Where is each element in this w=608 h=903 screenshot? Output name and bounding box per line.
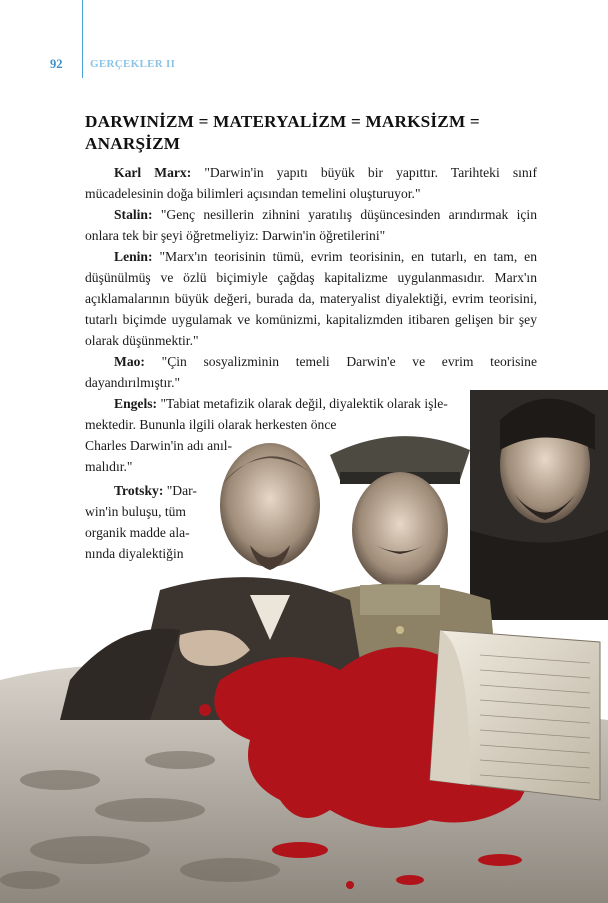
quote-trotsky-line-4 [85,543,220,564]
quote-engels-line-2 [85,414,385,435]
quote-text: "Genç nesillerin zihnini yaratılış düşüncesinden arındırmak için onlara tek bir şeyi öğretmeliyiz: Darwin'in öğretilerini" [85,207,537,243]
quote-speaker: Karl Marx: [114,165,192,180]
quote-trotsky-line-3 [85,522,220,543]
quote-engels-line-3 [85,435,285,456]
running-head: GERÇEKLER II [90,58,176,70]
page-number: 92 [50,57,63,71]
quote-engels [85,393,537,414]
quote-lenin [85,246,537,351]
quote-text: "Marx'ın teorisinin tümü, evrim teorisinin, en tutarlı, en tam, en düşünülmüş ve özlü biçimiyle çağdaş kapitalizme uygulanmasıdır. Marx'ın açıklamalarının büyük değeri, burada da, materyalist diyalektiği, evrim teorisini, tutarlı biçimde uygulamak ve komünizmi, kapitalizmden itibaren gelişen bir şey olarak düşünmektir." [85,249,537,348]
quote-text-line: malıdır." [85,459,133,474]
quote-text-line: "Dar- [166,483,197,498]
quote-stalin [85,204,537,246]
quote-trotsky [85,480,220,501]
section-title [85,111,525,155]
quote-trotsky-line-2 [85,501,220,522]
quote-text-line: Charles Darwin'in adı anıl- [85,438,233,453]
quote-speaker: Engels: [114,396,158,411]
quote-text-line: organik madde ala- [85,525,190,540]
quote-text: "Çin sosyalizminin temeli Darwin'e ve evrim teorisine dayandırılmıştır." [85,354,537,390]
section-title-line-2: ANARŞİZM [85,134,181,153]
quote-speaker: Lenin: [114,249,153,264]
quote-engels-line-4 [85,456,285,477]
quote-speaker: Trotsky: [114,483,164,498]
section-title-line-1: DARWINİZM = MATERYALİZM = MARKSİZM = [85,112,480,131]
quote-karl-marx [85,162,537,204]
quote-text-line: nında diyalektiğin [85,546,184,561]
quote-text: "Darwin'in yapıtı büyük bir yapıttır. Tarihteki sınıf mücadelesinin doğa bilimleri açısından temelini oluşturuyor." [85,165,537,201]
quote-text-line: "Tabiat metafizik olarak değil, diyalektik olarak işle- [160,396,448,411]
header-rule [82,0,83,78]
quote-speaker: Mao: [114,354,145,369]
quote-speaker: Stalin: [114,207,153,222]
quote-text-line: mektedir. Bununla ilgili olarak herkesten önce [85,417,337,432]
quote-text-line: win'in buluşu, tüm [85,504,187,519]
